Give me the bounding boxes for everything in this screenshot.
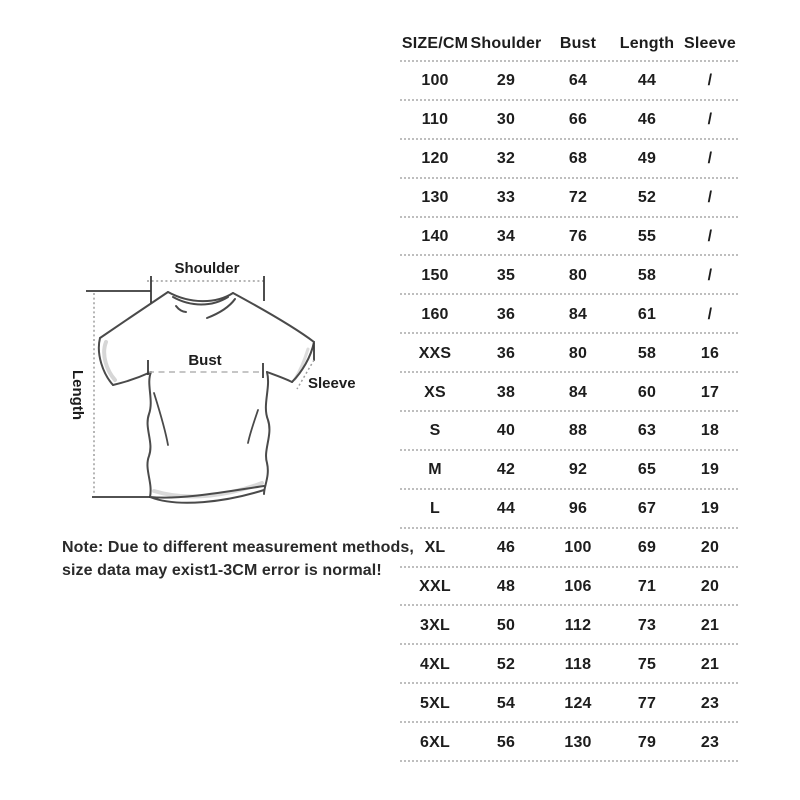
collar-back-seam [207, 299, 235, 318]
value-cell: 106 [564, 578, 592, 596]
size-cell: 4XL [420, 655, 450, 673]
size-cell: 3XL [420, 616, 450, 634]
table-row [400, 529, 740, 568]
value-cell: / [707, 305, 713, 323]
table-row [400, 684, 740, 723]
right-side [264, 372, 269, 494]
value-cell: 71 [637, 578, 657, 596]
value-cell: 63 [637, 422, 657, 440]
value-cell: 80 [568, 266, 588, 284]
value-cell: 73 [637, 616, 657, 634]
value-cell: / [707, 189, 713, 207]
value-cell: 20 [700, 539, 720, 557]
value-cell: / [707, 111, 713, 129]
value-cell: 77 [637, 694, 657, 712]
header-cell: Shoulder [470, 34, 542, 52]
value-cell: 16 [700, 344, 720, 362]
value-cell: 56 [496, 733, 516, 751]
size-cell: XL [424, 539, 446, 557]
value-cell: 100 [564, 539, 592, 557]
value-cell: 112 [564, 616, 592, 634]
value-cell: 118 [564, 655, 592, 673]
value-cell: / [707, 266, 713, 284]
left-side [147, 372, 151, 497]
value-cell: 65 [637, 461, 657, 479]
value-cell: 17 [700, 383, 720, 401]
table-row [400, 62, 740, 101]
value-cell: / [707, 228, 713, 245]
value-cell: 33 [496, 189, 516, 207]
value-cell: 19 [700, 500, 720, 518]
value-cell: 32 [496, 150, 516, 168]
table-row [400, 723, 740, 762]
value-cell: 66 [568, 111, 588, 129]
size-cell: L [430, 500, 440, 518]
table-row [400, 490, 740, 529]
value-cell: 84 [568, 383, 588, 401]
size-cell: 120 [421, 150, 449, 168]
table-header-row [400, 25, 740, 62]
value-cell: 88 [568, 422, 588, 440]
value-cell: 76 [568, 228, 588, 245]
value-cell: 52 [637, 189, 657, 207]
value-cell: 67 [637, 500, 657, 518]
bust-label: Bust [188, 352, 222, 369]
size-cell: 140 [421, 228, 449, 245]
header-cell: SIZE/CM [401, 34, 469, 52]
table-row [400, 645, 740, 684]
value-cell: 23 [700, 694, 720, 712]
table-row [400, 140, 740, 179]
tshirt-outline [99, 292, 314, 503]
value-cell: 38 [496, 383, 516, 401]
collar-wrinkle [176, 306, 186, 312]
value-cell: 52 [496, 655, 516, 673]
size-cell: 160 [421, 305, 449, 323]
value-cell: 58 [637, 266, 657, 284]
value-cell: 21 [700, 616, 720, 634]
value-cell: 64 [568, 72, 588, 90]
size-cell: 130 [421, 189, 449, 207]
value-cell: 36 [496, 344, 516, 362]
size-cell: 110 [421, 111, 449, 129]
length-measure [69, 291, 151, 497]
value-cell: 55 [637, 228, 657, 245]
table-row [400, 451, 740, 490]
table-row [400, 412, 740, 451]
value-cell: 30 [496, 111, 516, 129]
value-cell: 40 [496, 422, 516, 440]
size-cell: 6XL [420, 733, 450, 751]
value-cell: 35 [496, 266, 516, 284]
size-cell: 5XL [420, 694, 450, 712]
value-cell: 54 [496, 694, 516, 712]
value-cell: 130 [564, 733, 592, 751]
left-wrinkle [154, 393, 168, 445]
right-underarm [267, 372, 292, 382]
value-cell: 96 [568, 500, 588, 518]
value-cell: 49 [637, 150, 657, 168]
value-cell: 19 [700, 461, 720, 479]
measurement-note [62, 536, 414, 582]
value-cell: 20 [700, 578, 720, 596]
table-row [400, 568, 740, 607]
note-line-2: size data may exist1-3CM error is normal! [62, 562, 382, 579]
value-cell: 23 [700, 733, 720, 751]
header-cell: Length [619, 34, 675, 52]
value-cell: 48 [496, 578, 516, 596]
size-cell: XXS [418, 344, 452, 362]
size-cell: XS [424, 383, 446, 401]
table-row [400, 334, 740, 373]
size-table-body [400, 62, 740, 762]
value-cell: 36 [496, 305, 516, 323]
value-cell: 69 [637, 539, 657, 557]
value-cell: 79 [637, 733, 657, 751]
sleeve-label: Sleeve [308, 375, 356, 392]
value-cell: 61 [637, 305, 657, 323]
value-cell: 46 [637, 111, 657, 129]
size-cell: S [429, 422, 441, 440]
table-row [400, 295, 740, 334]
value-cell: 29 [496, 72, 516, 90]
header-cell: Sleeve [684, 34, 736, 52]
size-table [400, 25, 740, 762]
size-cell: M [428, 461, 442, 479]
table-row [400, 218, 740, 257]
table-row [400, 101, 740, 140]
value-cell: / [707, 72, 713, 90]
value-cell: 44 [637, 72, 657, 90]
value-cell: 42 [496, 461, 516, 479]
left-underarm [113, 372, 151, 385]
value-cell: 75 [637, 655, 657, 673]
right-wrinkle [248, 410, 258, 443]
value-cell: 68 [568, 150, 588, 168]
value-cell: 58 [637, 344, 657, 362]
right-shoulder [233, 293, 314, 342]
table-row [400, 179, 740, 218]
value-cell: 50 [496, 616, 516, 634]
length-label: Length [69, 370, 86, 420]
value-cell: 80 [568, 344, 588, 362]
table-row [400, 256, 740, 295]
header-cell: Bust [559, 34, 597, 52]
sleeve-measure [297, 343, 356, 392]
value-cell: 92 [568, 461, 588, 479]
size-cell: 100 [421, 72, 449, 90]
value-cell: 84 [568, 305, 588, 323]
value-cell: / [707, 150, 713, 168]
note-line-1: Note: Due to different measurement methods, [62, 539, 414, 556]
value-cell: 44 [496, 500, 516, 518]
value-cell: 21 [700, 655, 720, 673]
table-row [400, 606, 740, 645]
value-cell: 46 [496, 539, 516, 557]
size-cell: XXL [419, 578, 451, 596]
left-shoulder [100, 292, 168, 338]
shoulder-label: Shoulder [174, 260, 240, 277]
value-cell: 124 [564, 694, 592, 712]
value-cell: 60 [637, 383, 657, 401]
value-cell: 18 [700, 422, 720, 440]
bust-measure [148, 352, 263, 378]
value-cell: 34 [496, 228, 516, 245]
tshirt-measurement-diagram [50, 250, 380, 520]
shoulder-measure [147, 260, 265, 303]
value-cell: 72 [568, 189, 588, 207]
table-row [400, 373, 740, 412]
size-cell: 150 [421, 266, 449, 284]
